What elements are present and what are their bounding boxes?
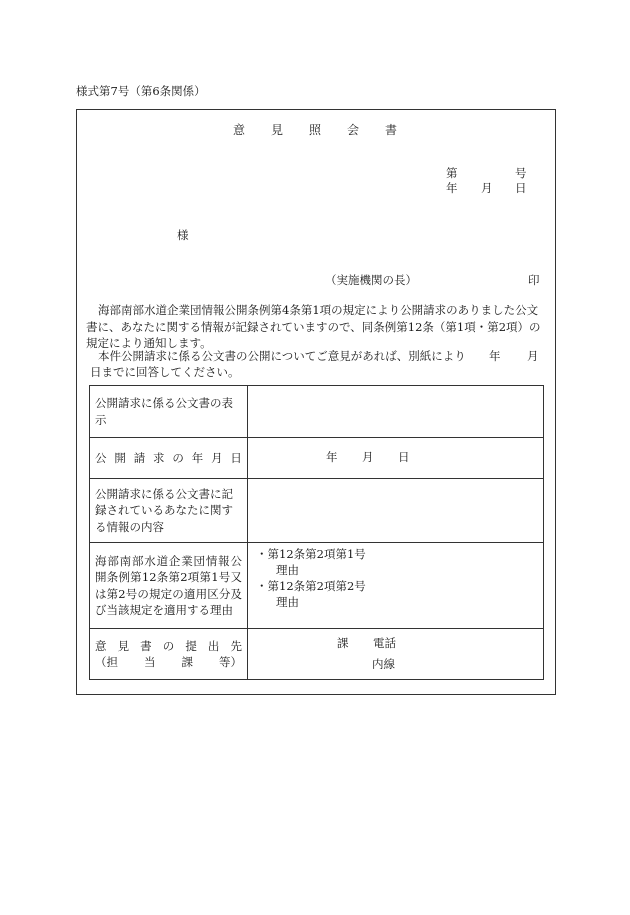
row2-label [90,438,248,479]
date-month: 月 [481,181,493,195]
row5-label-char: の [162,638,175,653]
row1-value[interactable] [248,386,544,438]
row4-item2-reason: 理由 [276,595,299,609]
title-char: 会 [347,123,360,137]
row4-item1: ・第12条第2項第1号 [256,547,366,561]
title-char: 書 [385,123,398,137]
row5-naisen: 内線 [372,657,395,671]
reply-month: 月 [527,349,539,363]
row2-label-char: の [172,450,184,465]
row2-value[interactable] [248,438,544,479]
row2-year: 年 [326,450,338,464]
row2-label-char: 開 [114,450,126,465]
title-char: 照 [308,123,321,137]
row5-label [90,629,248,680]
title-char: 見 [270,123,283,137]
row5-tel: 電話 [373,636,396,650]
sender-label: （実施機関の長） [325,273,417,287]
row2-day: 日 [398,450,410,464]
date-day: 日 [515,181,527,195]
row5-label-char: 提 [185,638,197,653]
row2-label-char: 日 [230,450,242,465]
body-paragraph-2a: 本件公開請求に係る公文書の公開についてご意見があれば、別紙により [98,349,466,363]
row4-item2: ・第12条第2項第2号 [256,579,366,593]
row3-value[interactable] [248,479,544,543]
document-title [0,121,630,138]
seal-mark: 印 [528,273,540,287]
row2-label-char: 月 [211,450,223,465]
row4-item1-reason: 理由 [276,563,299,577]
body-paragraph-1: 海部南部水道企業団情報公開条例第4条第1項の規定により公開請求のありました公文書に、あなたに関する情報が記録されていますので、同条例第12条（第1項・第2項）の規定により通知します。 [86,303,541,350]
row5-label-char: 意 [95,638,107,653]
row4-value[interactable] [248,543,544,629]
row1-label: 公開請求に係る公文書の表示 [90,386,248,438]
recipient-suffix: 様 [177,228,189,242]
doc-number-dai: 第 [446,166,458,180]
info-table [89,385,544,680]
row5-label-char: 当 [144,655,156,669]
reply-year: 年 [489,349,501,363]
row2-month: 月 [362,450,374,464]
row2-label-char: 請 [133,450,146,465]
date-year: 年 [446,181,458,195]
row5-label-char: 書 [140,638,152,653]
row2-label-char: 求 [153,450,165,465]
row5-label-char: 等） [219,655,242,669]
doc-number-go: 号 [515,166,527,180]
row5-ka: 課 [337,636,349,650]
row4-label: 海部南部水道企業団情報公開条例第12条第2項第1号又は第2号の規定の適用区分及び当該規定を適用する理由 [90,543,248,629]
row5-label-char: 見 [117,638,130,653]
row5-value[interactable] [248,629,544,680]
body-paragraph-2b: 日までに回答してください。 [90,365,240,379]
row5-label-char: 出 [207,638,220,653]
row3-label: 公開請求に係る公文書に記録されているあなたに関する情報の内容 [90,479,248,543]
row5-label-char: 課 [181,655,193,669]
title-char: 意 [232,123,245,137]
row5-label-char: （担 [95,655,118,669]
row2-label-char: 公 [95,450,107,465]
row5-label-char: 先 [230,638,242,653]
form-number: 様式第7号（第6条関係） [76,84,206,98]
row2-label-char: 年 [191,450,204,465]
